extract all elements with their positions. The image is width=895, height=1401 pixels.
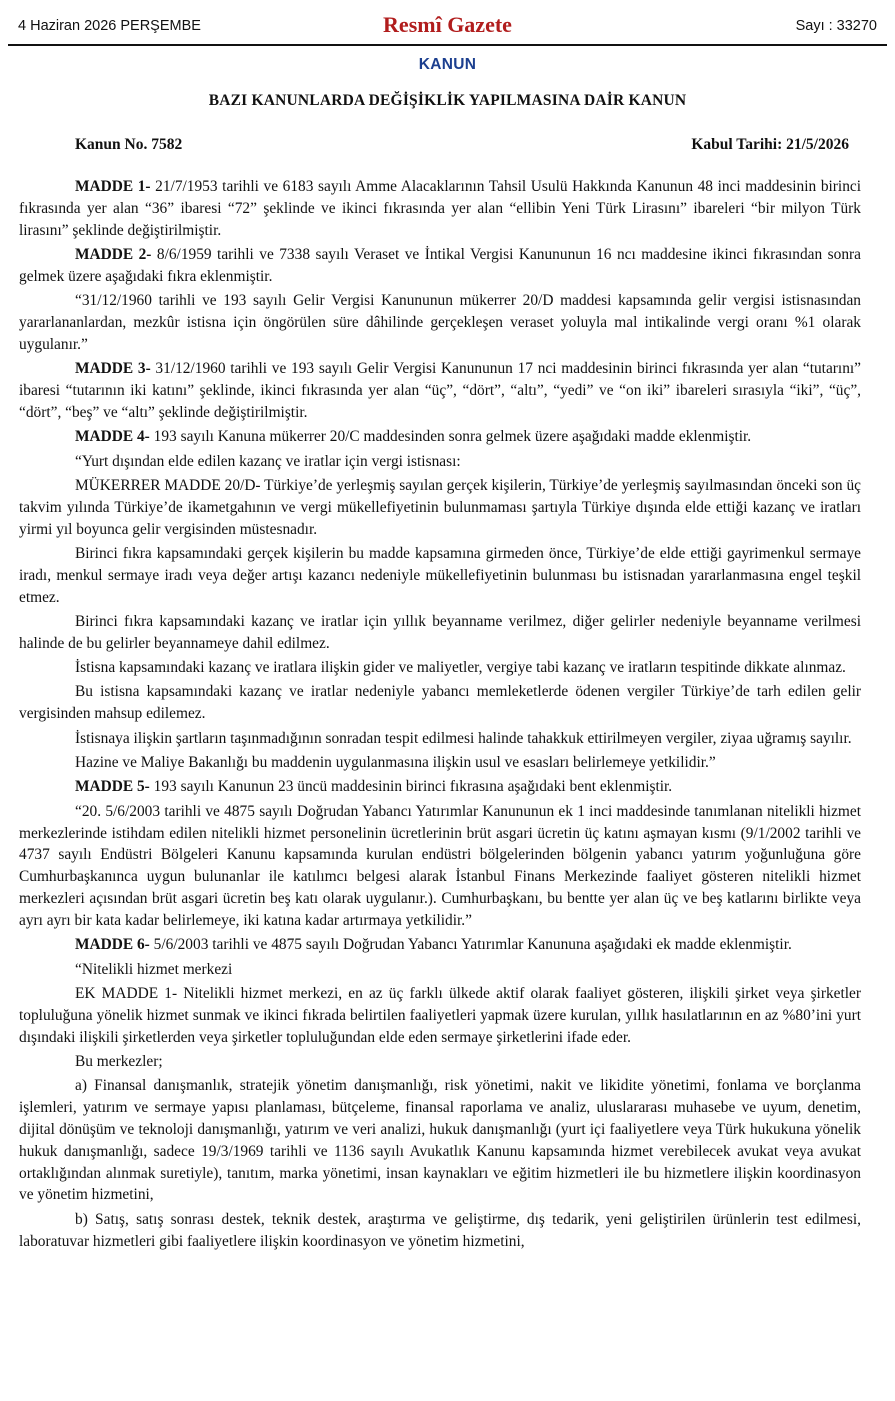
law-title: BAZI KANUNLARDA DEĞİŞİKLİK YAPILMASINA DAİR KANUN [208, 92, 687, 109]
paragraph-text: EK MADDE 1- Nitelikli hizmet merkezi, en az üç farklı ülkede aktif olarak faaliyet gösteren, ilişkili şirket veya şirketler topluluğuna yönelik hizmet sunmak ve ikinci fıkrada belirtilen faaliyetleri yapmak üzere kurulan, yıllık hasılatlarının en az %80’ini yurt dışındaki ilişkili şirketlerden veya şirketler topluluğundan elde eden sermaye şirketlerini ifade eder. [19, 984, 861, 1046]
article-number: MADDE 3- [75, 360, 151, 378]
law-number: Kanun No. 7582 [75, 136, 183, 153]
paragraph-text: “Nitelikli hizmet merkezi [75, 960, 233, 978]
article-number: MADDE 2- [75, 245, 152, 263]
gazette-header [8, 8, 887, 46]
paragraph [19, 752, 861, 774]
article-number: MADDE 5- [75, 778, 150, 796]
paragraph-text: Birinci fıkra kapsamındaki kazanç ve iratlar için yıllık beyanname verilmez, diğer gelirler nedeniyle beyanname verilmesi halinde de bu gelirler beyannameye dahil edilmez. [19, 612, 861, 652]
paragraph [19, 176, 861, 241]
paragraph [19, 1075, 861, 1206]
acceptance-date: Kabul Tarihi: 21/5/2026 [691, 136, 849, 153]
issue-number: Sayı : 33270 [795, 18, 877, 34]
paragraph [19, 776, 861, 798]
paragraph [19, 681, 861, 725]
paragraph [19, 983, 861, 1048]
paragraph [19, 451, 861, 473]
paragraph-text: Hazine ve Maliye Bakanlığı bu maddenin uygulanmasına ilişkin usul ve esasları belirlemeye yetkilidir.” [75, 754, 716, 772]
paragraph-text: 5/6/2003 tarihli ve 4875 sayılı Doğrudan Yabancı Yatırımlar Kanununa aşağıdaki ek madde eklenmiştir. [149, 936, 792, 954]
article-number: MADDE 6- [75, 936, 150, 954]
paragraph [19, 543, 861, 608]
law-meta [75, 136, 849, 154]
paragraph [19, 959, 861, 981]
paragraph-text: “31/12/1960 tarihli ve 193 sayılı Gelir Vergisi Kanununun mükerrer 20/D maddesi kapsamında gelir vergisi istisnasından yararlananlardan, mezkûr istisna için öngörülen süre dâhilinde gerçekleşen veraset yoluyla mal intikalinde vergi oranı %1 olarak uygulanır.” [19, 292, 861, 353]
paragraph [19, 475, 861, 540]
gazette-title: Resmî Gazete [383, 12, 512, 37]
paragraph [19, 1051, 861, 1073]
paragraph-text: “20. 5/6/2003 tarihli ve 4875 sayılı Doğrudan Yabancı Yatırımlar Kanununun ek 1 inci maddesinde tanımlanan nitelikli hizmet merkezlerinde istihdam edilen nitelikli hizmet personelinin ücretlerinin brüt asgari ücretin üç katını aşmayan kısmı (9/1/2002 tarihli ve 4737 sayılı Endüstri Bölgeleri Kanunu kapsamında kurulan endüstri bölgelerinden bölgenin yabancı yatırım yoğunluğuna göre Cumhurbaşkanınca uygun bulunanlar ile katılımcı belgesi alarak İstanbul Finans Merkezinde faaliyet gösteren nitelikli hizmet merkezleri açısından brüt asgari ücretin beş katı olarak uygulanır.). Cumhurbaşkanı, bu bentte yer alan üç ve beş katlarını birlikte veya ayrı ayrı bir kata kadar belirlemeye, iki katına kadar artırmaya yetkilidir.” [19, 802, 861, 929]
paragraph [19, 244, 861, 288]
paragraph [19, 290, 861, 355]
paragraph [19, 801, 861, 932]
paragraph-text: Bu istisna kapsamındaki kazanç ve iratlar nedeniyle yabancı memleketlerde ödenen vergiler Türkiye’de tarh edilen gelir vergisinden mahsup edilemez. [19, 683, 861, 723]
law-body [19, 176, 861, 1252]
paragraph-text: Birinci fıkra kapsamındaki gerçek kişilerin bu madde kapsamına girmeden önce, Türkiye’de elde ettiği gayrimenkul sermaye iradı, menkul sermaye iradı veya değer artışı kazancı nedeniyle mükellefiyetinin bulunması bu istisnadan yararlanmasına engel teşkil etmez. [19, 544, 861, 606]
paragraph-text: İstisnaya ilişkin şartların taşınmadığının sonradan tespit edilmesi halinde tahakkuk ettirilmeyen vergiler, ziyaa uğramış sayılır. [75, 729, 852, 747]
paragraph [19, 657, 861, 679]
law-type-heading: KANUN [418, 56, 477, 73]
paragraph-text: İstisna kapsamındaki kazanç ve iratlara ilişkin gider ve maliyetler, vergiye tabi kazanç ve iratların tespitinde dikkate alınmaz. [75, 659, 846, 677]
paragraph-text: 21/7/1953 tarihli ve 6183 sayılı Amme Alacaklarının Tahsil Usulü Hakkında Kanunun 48 inci maddesinin birinci fıkrasında yer alan “36” ibaresi “72” şeklinde ve ikinci fıkrasında yer alan “ellibin Yeni Türk Lirasını” ibareleri “bir milyon Türk lirasını” şeklinde değiştirilmiştir. [19, 178, 861, 239]
paragraph [19, 728, 861, 750]
paragraph-text: 31/12/1960 tarihli ve 193 sayılı Gelir Vergisi Kanununun 17 nci maddesinin birinci fıkrasında yer alan “tutarını” ibaresi “tutarının iki katını” şeklinde, ikinci fıkrasında yer alan “üç”, “dört”, “altı”, “yedi” ve “on iki” ibareleri sırasıyla “iki”, “üç”, “dört”, “beş” ve “altı” şeklinde değiştirilmiştir. [19, 360, 861, 421]
paragraph-text: MÜKERRER MADDE 20/D- Türkiye’de yerleşmiş sayılan gerçek kişilerin, Türkiye’de yerleşmiş sayılmasından önceki son üç takvim yılında Türkiye’de ikametgahının ve vergi mükellefiyetinin bulunmaması şartıyla Türkiye dışında elde ettiği kazanç ve iratları yirmi yıl boyunca gelir vergisinden müstesnadır. [19, 476, 861, 538]
paragraph-text: b) Satış, satış sonrası destek, teknik destek, araştırma ve geliştirme, dış tedarik, yeni geliştirilen ürünlerin test edilmesi, laboratuvar hizmetleri gibi faaliyetlere ilişkin koordinasyon ve yönetim hizmetini, [19, 1210, 861, 1250]
paragraph-text: 193 sayılı Kanunun 23 üncü maddesinin birinci fıkrasına aşağıdaki bent eklenmiştir. [149, 778, 673, 796]
paragraph [19, 358, 861, 423]
paragraph [19, 611, 861, 655]
paragraph-text: “Yurt dışından elde edilen kazanç ve iratlar için vergi istisnası: [75, 452, 461, 470]
issue-date: 4 Haziran 2026 PERŞEMBE [18, 18, 201, 34]
paragraph-text: 193 sayılı Kanuna mükerrer 20/C maddesinden sonra gelmek üzere aşağıdaki madde eklenmiştir. [149, 428, 752, 446]
article-number: MADDE 4- [75, 428, 150, 446]
paragraph [19, 426, 861, 448]
paragraph-text: a) Finansal danışmanlık, stratejik yönetim danışmanlığı, risk yönetimi, nakit ve likidite yönetimi, fonlama ve borçlanma işlemleri, yatırım ve sermaye yapısı planlaması, bütçeleme, finansal raporlama ve analiz, uluslararası muhasebe ve uyum, denetim, dijital dönüşüm ve teknoloji danışmanlığı, yatırım ve veri analizi, hukuk danışmanlığı (yurt içi faaliyetlere veya Türk hukukuna yönelik hukuk danışmanlığı, sadece 19/3/1969 tarihli ve 1136 sayılı Avukatlık Kanunu kapsamında hizmet verebilecek avukat veya avukat ortaklığından alınmak suretiyle), tanıtım, marka yönetimi, insan kaynakları ve eğitim hizmetleri ile bu hizmetlere ilişkin koordinasyon ve yönetim hizmetini, [19, 1077, 861, 1204]
paragraph [19, 934, 861, 956]
paragraph-text: Bu merkezler; [75, 1052, 163, 1070]
article-number: MADDE 1- [75, 178, 151, 195]
paragraph [19, 1209, 861, 1253]
paragraph-text: 8/6/1959 tarihli ve 7338 sayılı Veraset ve İntikal Vergisi Kanununun 16 ncı maddesine ikinci fıkrasından sonra gelmek üzere aşağıdaki fıkra eklenmiştir. [19, 245, 861, 285]
